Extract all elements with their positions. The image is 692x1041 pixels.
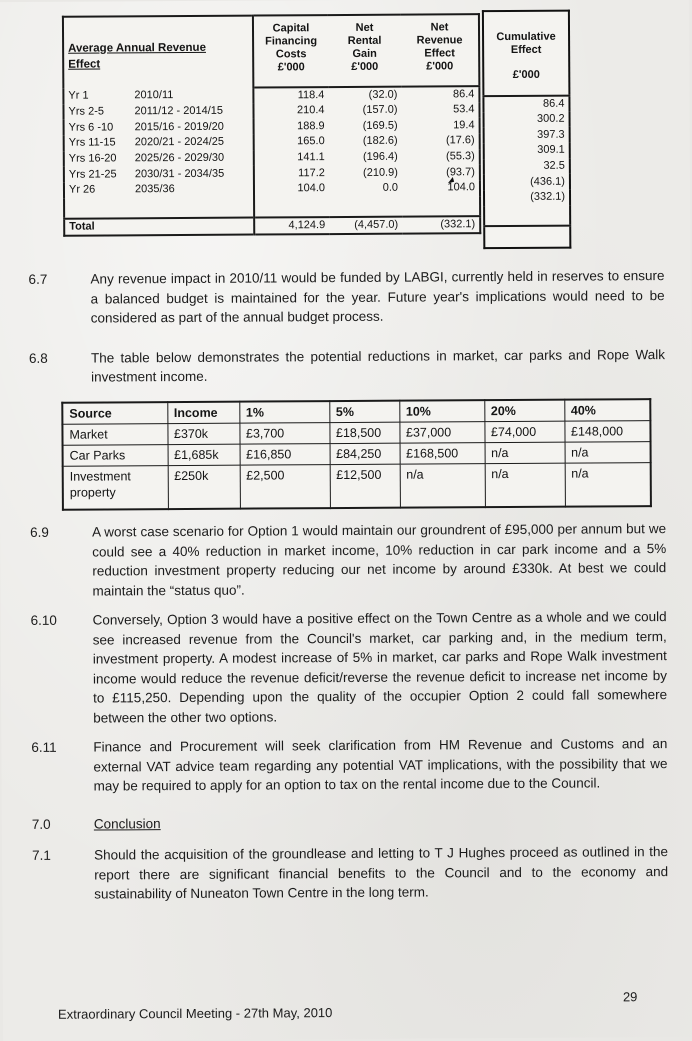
- paragraph-number: 6.8: [28, 350, 48, 366]
- rental-cell: (196.4): [362, 150, 398, 163]
- capital-cell: 188.9: [297, 119, 325, 133]
- cell: £370k: [167, 423, 239, 444]
- total-row: [64, 216, 480, 236]
- table-row: [484, 111, 570, 127]
- col-header-cumulative-effect: [483, 11, 570, 97]
- revenue-cell: (55.3): [445, 150, 475, 163]
- total-capital: 4,124.9: [254, 217, 329, 234]
- col-header-net-rental-gain: Net Rental Gain £'000: [328, 15, 401, 87]
- total-rental: (4,457.0): [329, 216, 402, 233]
- years-label: 2011/12 - 2014/15: [134, 104, 224, 118]
- paragraph-number: 7.1: [32, 847, 51, 863]
- paragraph-6-7: [28, 266, 664, 328]
- cell: £250k: [168, 465, 240, 509]
- capital-cell: 165.0: [297, 135, 325, 148]
- years-label: 2015/16 - 2019/20: [134, 120, 224, 134]
- col-header-1pct: 1%: [239, 401, 329, 423]
- col-header-40pct: 40%: [564, 399, 650, 421]
- col-header-income: Income: [167, 401, 239, 423]
- revenue-cell: 53.4: [453, 103, 475, 116]
- footer-meeting-title: Extraordinary Council Meeting - 27th May, 2010: [57, 1005, 333, 1022]
- revenue-effect-table-group: [62, 13, 571, 252]
- total-cumulative: [484, 225, 570, 248]
- col-header-source: Source: [62, 402, 167, 424]
- table-row: [484, 143, 570, 159]
- table-row: [484, 190, 570, 206]
- capital-cell: 141.1: [297, 151, 325, 164]
- paragraph-6-9: [30, 519, 666, 601]
- cumulative-header-unit: £'000: [512, 68, 540, 81]
- years-label: 2030/31 - 2034/35: [134, 167, 225, 181]
- cell: £1,685k: [168, 444, 240, 465]
- period-label: Yrs 16-20: [68, 152, 117, 165]
- period-label: Yrs 6 -10: [68, 121, 114, 134]
- table-header-row: [483, 11, 570, 97]
- years-label: 2010/11: [134, 89, 174, 102]
- period-label: Yr 26: [68, 183, 96, 197]
- cell: n/a: [485, 442, 565, 463]
- col-header-capital-financing-costs: Capital Financing Costs £'000: [253, 15, 328, 87]
- paragraph-text: The table below demonstrates the potential reductions in market, car parks and Rope Walk investment income.: [90, 346, 666, 385]
- paragraph-text: Should the acquisition of the groundlease and letting to T J Hughes proceed as outlined in the report there are significant financial benefits to the Council and to the economy and sustainability of Nuneaton Town Centre in the long term.: [93, 844, 669, 902]
- cell: n/a: [485, 463, 565, 507]
- paragraph-number: 6.9: [30, 524, 49, 540]
- cell: £37,000: [399, 421, 484, 443]
- rental-cell: (210.9): [362, 166, 398, 179]
- period-label: Yrs 2-5: [68, 105, 105, 118]
- years-label: 2020/21 - 2024/25: [134, 136, 225, 149]
- cell: £84,250: [330, 443, 400, 464]
- capital-cell: 104.0: [297, 182, 326, 195]
- cumulative-effect-column: [482, 10, 571, 249]
- paragraph-6-8: [29, 345, 665, 388]
- total-revenue: (332.1): [402, 216, 480, 233]
- cell: £74,000: [484, 421, 564, 442]
- cumulative-cell: 309.1: [537, 144, 565, 157]
- table-header-row: [63, 14, 479, 89]
- col-header-20pct: 20%: [484, 399, 564, 421]
- col-header-net-revenue-effect: Net Revenue Effect £'000: [401, 14, 479, 86]
- section-number: 7.0: [31, 816, 51, 832]
- table-row: [484, 158, 570, 174]
- paragraph-text: A worst case scenario for Option 1 would maintain our groundrent of £95,000 per annum but we could see a 40% reduction in market income, 10% reduction in car park income and a 5% reduction investment property reducing our net income by around £330k. At best we could maintain the “status quo”.: [92, 521, 667, 599]
- col-header-10pct: 10%: [399, 400, 484, 422]
- cumulative-cell: 32.5: [543, 159, 565, 172]
- table-row: [484, 174, 570, 190]
- years-label: 2035/36: [134, 183, 175, 196]
- capital-cell: 118.4: [297, 88, 325, 102]
- cell: £3,700: [239, 422, 329, 444]
- cumulative-cell: (436.1): [530, 175, 565, 188]
- cumulative-cell: 397.3: [537, 128, 565, 141]
- rental-cell: (169.5): [362, 119, 398, 132]
- paragraph-text: Any revenue impact in 2010/11 would be funded by LABGI, currently held in reserves to ensure a balanced budget is maintained for the year. Future year's implications would need to be considered as part of the annual budget process.: [90, 268, 665, 326]
- cumulative-cell: 86.4: [543, 97, 565, 110]
- paragraph-6-10: [31, 607, 668, 728]
- revenue-cell: 86.4: [452, 88, 475, 101]
- years-label: 2025/26 - 2029/30: [134, 151, 225, 165]
- revenue-table-title: [63, 16, 253, 89]
- cell: £148,000: [564, 420, 650, 442]
- paragraph-number: 6.11: [31, 739, 57, 755]
- cumulative-cell: 300.2: [536, 112, 565, 125]
- cell: £2,500: [240, 464, 330, 509]
- spacer-row: [64, 196, 480, 219]
- paragraph-number: 6.10: [30, 612, 57, 628]
- revenue-cell: 19.4: [453, 118, 475, 132]
- total-label: Total: [64, 217, 254, 235]
- table-row: [484, 127, 570, 143]
- paragraph-6-11: [31, 734, 667, 796]
- cell: n/a: [565, 441, 651, 463]
- revenue-cell: 104.0: [447, 181, 476, 194]
- spacer-row: [484, 205, 570, 226]
- cell: Car Parks: [63, 444, 168, 466]
- cell: n/a: [400, 463, 485, 508]
- income-reduction-table: [61, 398, 652, 511]
- cumulative-header-text: Cumulative Effect: [496, 30, 556, 56]
- revenue-table-title-text: Average Annual Revenue Effect: [68, 41, 206, 71]
- paragraph-text: Conversely, Option 3 would have a positive effect on the Town Centre as a whole and we could see increased revenue from the Council's market, car parking and, in the medium term, investment property. A modest increase of 5% in market, car parks and Rope Walk investment income would reduce the revenue deficit/reverse the revenue deficit to increase net income by to £115,250. Depending upon the quality of the occupier Option 2 could fall somewhere between the other two options.: [92, 609, 668, 726]
- section-heading-conclusion: [32, 811, 668, 834]
- document-body: [28, 266, 668, 904]
- section-heading-text: Conclusion: [93, 815, 161, 832]
- cell: £12,500: [330, 464, 400, 508]
- revenue-cell: (17.6): [445, 134, 475, 147]
- total-row: [484, 225, 570, 248]
- cell: £16,850: [240, 443, 330, 465]
- cell: Investment property: [63, 465, 168, 510]
- revenue-effect-table: [62, 13, 481, 236]
- period-label: Yrs 11-15: [68, 136, 116, 150]
- revenue-cell: (93.7): [446, 165, 475, 179]
- cell: £18,500: [329, 422, 399, 443]
- rental-cell: (32.0): [368, 88, 398, 101]
- cumulative-cell: (332.1): [530, 191, 566, 204]
- period-label: Yr 1: [68, 89, 89, 103]
- rental-cell: (182.6): [362, 135, 398, 148]
- table-row-investment-property: [63, 462, 651, 510]
- table-row: [483, 96, 569, 112]
- col-header-5pct: 5%: [329, 400, 399, 422]
- paragraph-7-1: [32, 842, 668, 904]
- rental-cell: 0.0: [382, 182, 399, 195]
- cell: n/a: [565, 462, 651, 507]
- cell: Market: [62, 423, 167, 445]
- page-number: 29: [622, 989, 638, 1005]
- paragraph-text: Finance and Procurement will seek clarification from HM Revenue and Customs and an external VAT advice team regarding any potential VAT implications, with the possibility that we may be required to apply for an option to tax on the rental income due to the Council.: [93, 736, 668, 794]
- rental-cell: (157.0): [362, 103, 398, 116]
- period-label: Yrs 21-25: [68, 168, 117, 181]
- cell: £168,500: [400, 442, 485, 464]
- capital-cell: 210.4: [296, 104, 325, 117]
- capital-cell: 117.2: [298, 166, 325, 180]
- paragraph-number: 6.7: [28, 271, 48, 287]
